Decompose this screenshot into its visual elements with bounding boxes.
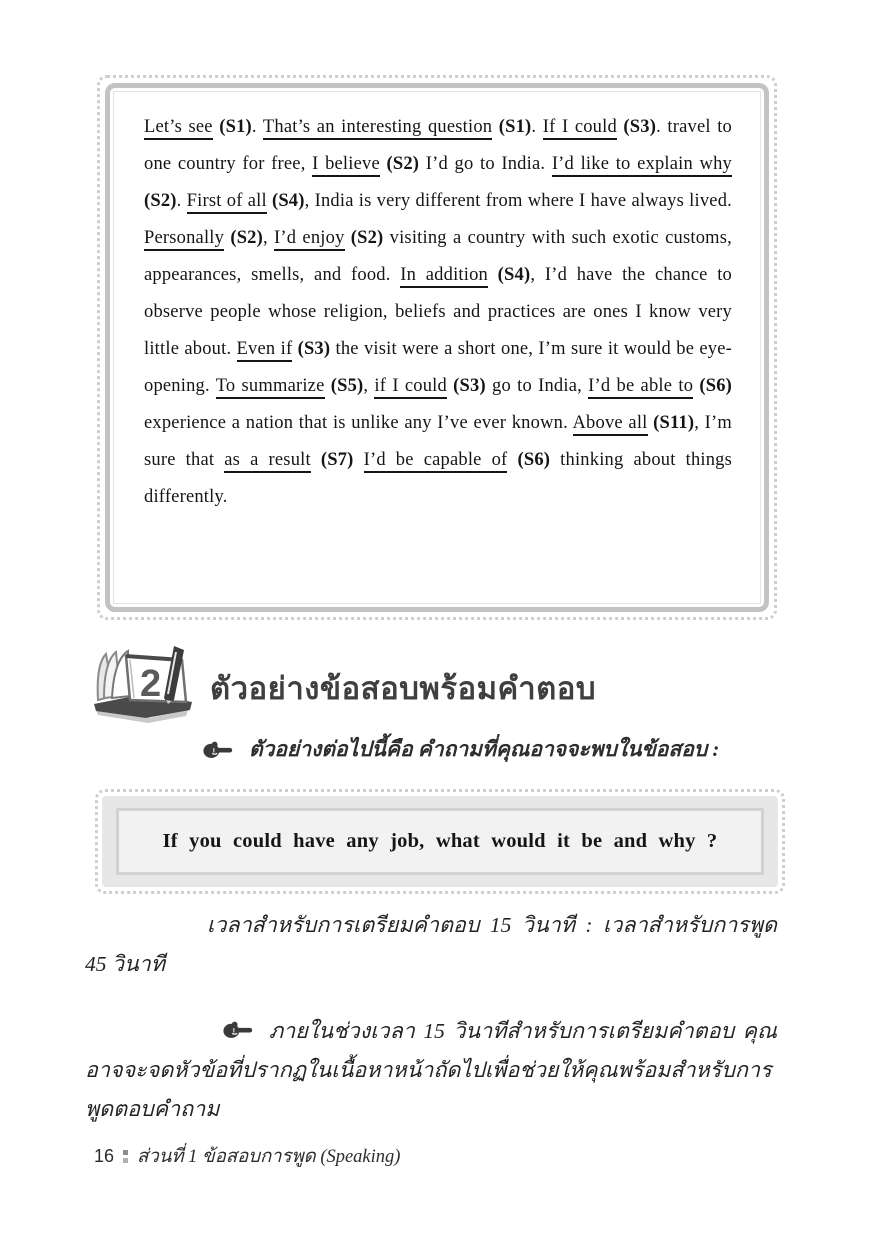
underlined-phrase: First of all <box>187 191 267 214</box>
passage-run: I’d go to India. <box>419 154 552 174</box>
question-box-inner <box>116 808 764 875</box>
strategy-marker: (S3) <box>453 376 486 396</box>
passage-text <box>144 109 732 516</box>
underlined-phrase: Let’s see <box>144 117 213 140</box>
footer-separator-icon <box>123 1150 128 1163</box>
underlined-phrase: If I could <box>543 117 617 140</box>
underlined-phrase: I’d enjoy <box>274 228 344 251</box>
underlined-phrase: Personally <box>144 228 224 251</box>
underlined-phrase: I’d like to explain why <box>552 154 732 177</box>
strategy-marker: (S2) <box>350 228 384 248</box>
intro-line <box>203 733 719 766</box>
prep-note-text: ภายในช่วงเวลา 15 วินาทีสำหรับการเตรียมคำตอบ คุณอาจจะจดหัวข้อที่ปรากฏในเนื้อหาหน้าถัดไปเพื่อช่วยให้คุณพร้อมสำหรับการพูดตอบคำถาม <box>85 1019 777 1121</box>
strategy-marker: (S11) <box>653 413 695 433</box>
strategy-marker: (S7) <box>320 450 354 470</box>
page-number: 16 <box>94 1146 115 1166</box>
underlined-phrase: I believe <box>312 154 380 177</box>
question-text: If you could have any job, what would it be and why ? <box>162 830 718 852</box>
page-footer <box>94 1142 400 1171</box>
strategy-marker: (S6) <box>699 376 733 396</box>
underlined-phrase: I’d be able to <box>588 376 693 399</box>
strategy-marker: (S4) <box>271 191 305 211</box>
strategy-marker: (S5) <box>330 376 364 396</box>
strategy-marker: (S6) <box>517 450 551 470</box>
pointing-hand-icon <box>223 1020 253 1040</box>
section-number-glyph: 2 <box>140 663 162 705</box>
underlined-phrase: if I could <box>374 376 447 399</box>
passage-run: , India is very different from where I have always lived. <box>304 191 732 211</box>
passage-run <box>354 450 364 470</box>
prep-note <box>85 1012 777 1129</box>
passage-run: thinking about things differently. <box>144 450 733 507</box>
open-book-with-pen-icon <box>90 644 198 726</box>
passage-run: the visit were a short one, I’m sure it would be eye-opening. <box>144 339 732 396</box>
timing-note: เวลาสำหรับการเตรียมคำตอบ 15 วินาที : เวลาสำหรับการพูด 45 วินาที <box>85 913 777 976</box>
strategy-marker: (S1) <box>219 117 252 137</box>
strategy-marker: (S3) <box>623 117 657 137</box>
sample-answer-inner <box>113 91 761 604</box>
section-header <box>90 644 596 726</box>
passage-run: . <box>176 191 187 211</box>
passage-run <box>507 450 517 470</box>
question-box <box>95 789 785 894</box>
underlined-phrase: That’s an interesting question <box>263 117 492 140</box>
underlined-phrase: In addition <box>400 265 488 288</box>
underlined-phrase: Even if <box>237 339 293 362</box>
passage-run: . <box>251 117 263 137</box>
passage-run <box>311 450 321 470</box>
strategy-marker: (S2) <box>230 228 263 248</box>
sample-answer-frame <box>105 83 769 612</box>
intro-text: ตัวอย่างต่อไปนี้คือ คำถามที่คุณอาจจะพบในข้อสอบ : <box>249 737 720 761</box>
passage-run: go to India, <box>485 376 589 396</box>
underlined-phrase: I’d be capable of <box>364 450 508 473</box>
passage-run: experience a nation that is unlike any I’ve ever known. <box>144 413 573 433</box>
passage-run: , I’d have the chance to observe people whose religion, beliefs and practices are ones I know very little about. <box>144 265 732 359</box>
strategy-marker: (S4) <box>497 265 531 285</box>
strategy-marker: (S2) <box>144 191 177 211</box>
passage-run: . <box>531 117 543 137</box>
section-title: ตัวอย่างข้อสอบพร้อมคำตอบ <box>210 671 597 706</box>
pointing-hand-icon <box>203 740 233 760</box>
passage-run: , <box>263 228 275 248</box>
passage-run: . travel to one country for free, <box>144 117 733 174</box>
sample-answer-box <box>97 75 777 620</box>
underlined-phrase: To summarize <box>216 376 325 399</box>
strategy-marker: (S3) <box>297 339 331 359</box>
underlined-phrase: Above all <box>573 413 648 436</box>
passage-run <box>488 265 498 285</box>
strategy-marker: (S1) <box>498 117 532 137</box>
passage-run: visiting a country with such exotic customs, appearances, smells, and food. <box>144 228 733 285</box>
passage-run: , <box>363 376 375 396</box>
footer-section-label: ส่วนที่ 1 ข้อสอบการพูด (Speaking) <box>137 1147 401 1167</box>
passage-run: , I’m sure that <box>144 413 732 470</box>
question-box-fill <box>102 796 778 887</box>
underlined-phrase: as a result <box>224 450 311 473</box>
strategy-marker: (S2) <box>386 154 420 174</box>
